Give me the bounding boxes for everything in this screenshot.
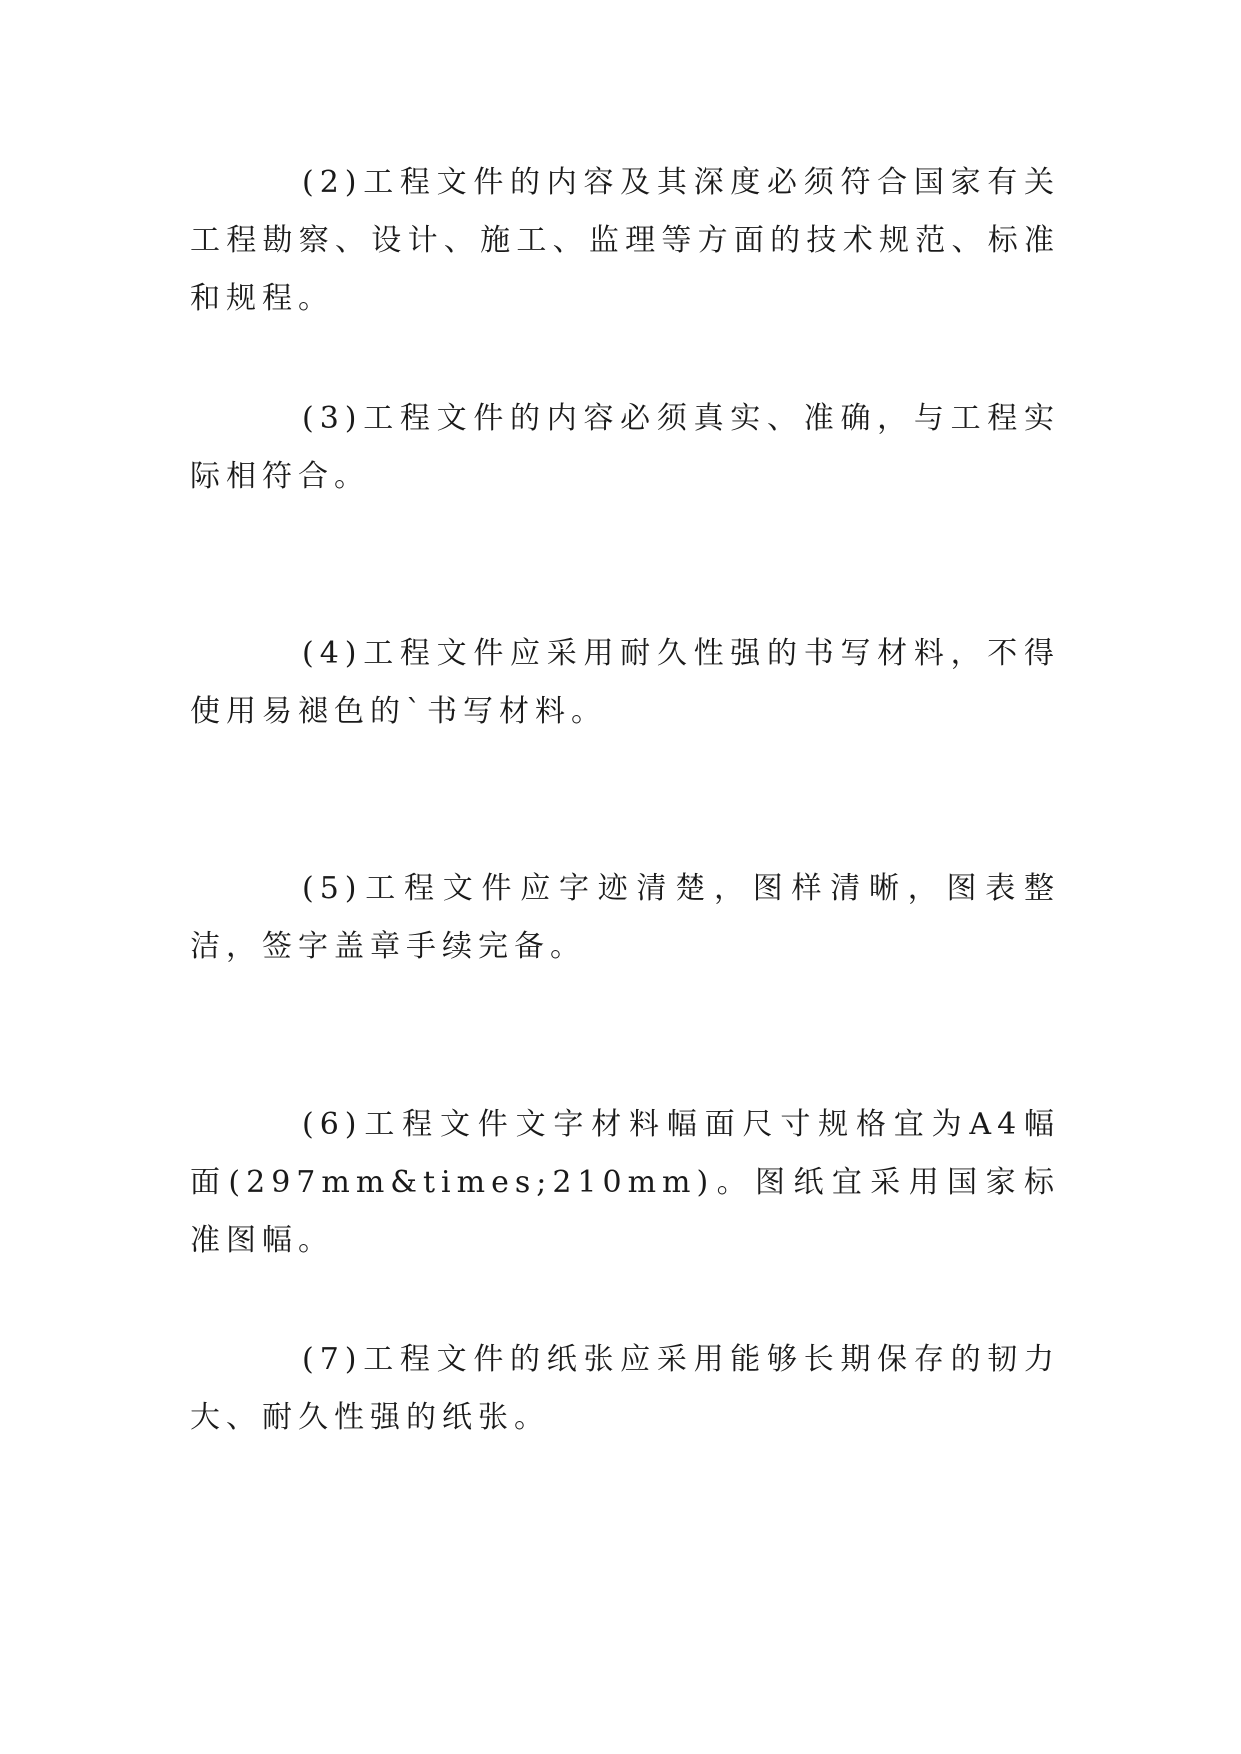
paragraph-item-5: (5)工程文件应字迹清楚，图样清晰，图表整洁，签字盖章手续完备。 <box>190 871 1060 964</box>
paragraph-item-6: (6)工程文件文字材料幅面尺寸规格宜为A4幅面(297mm&times;210mm)。图纸宜采用国家标准图幅。 <box>190 1107 1060 1258</box>
paragraph-item-3: (3)工程文件的内容必须真实、准确，与工程实际相符合。 <box>190 401 1060 494</box>
paragraph-item-4: (4)工程文件应采用耐久性强的书写材料，不得使用易褪色的`书写材料。 <box>190 636 1060 729</box>
paragraph-item-2: (2)工程文件的内容及其深度必须符合国家有关工程勘察、设计、施工、监理等方面的技术规范、标准和规程。 <box>190 165 1060 316</box>
paragraph-item-7: (7)工程文件的纸张应采用能够长期保存的韧力大、耐久性强的纸张。 <box>190 1342 1060 1435</box>
